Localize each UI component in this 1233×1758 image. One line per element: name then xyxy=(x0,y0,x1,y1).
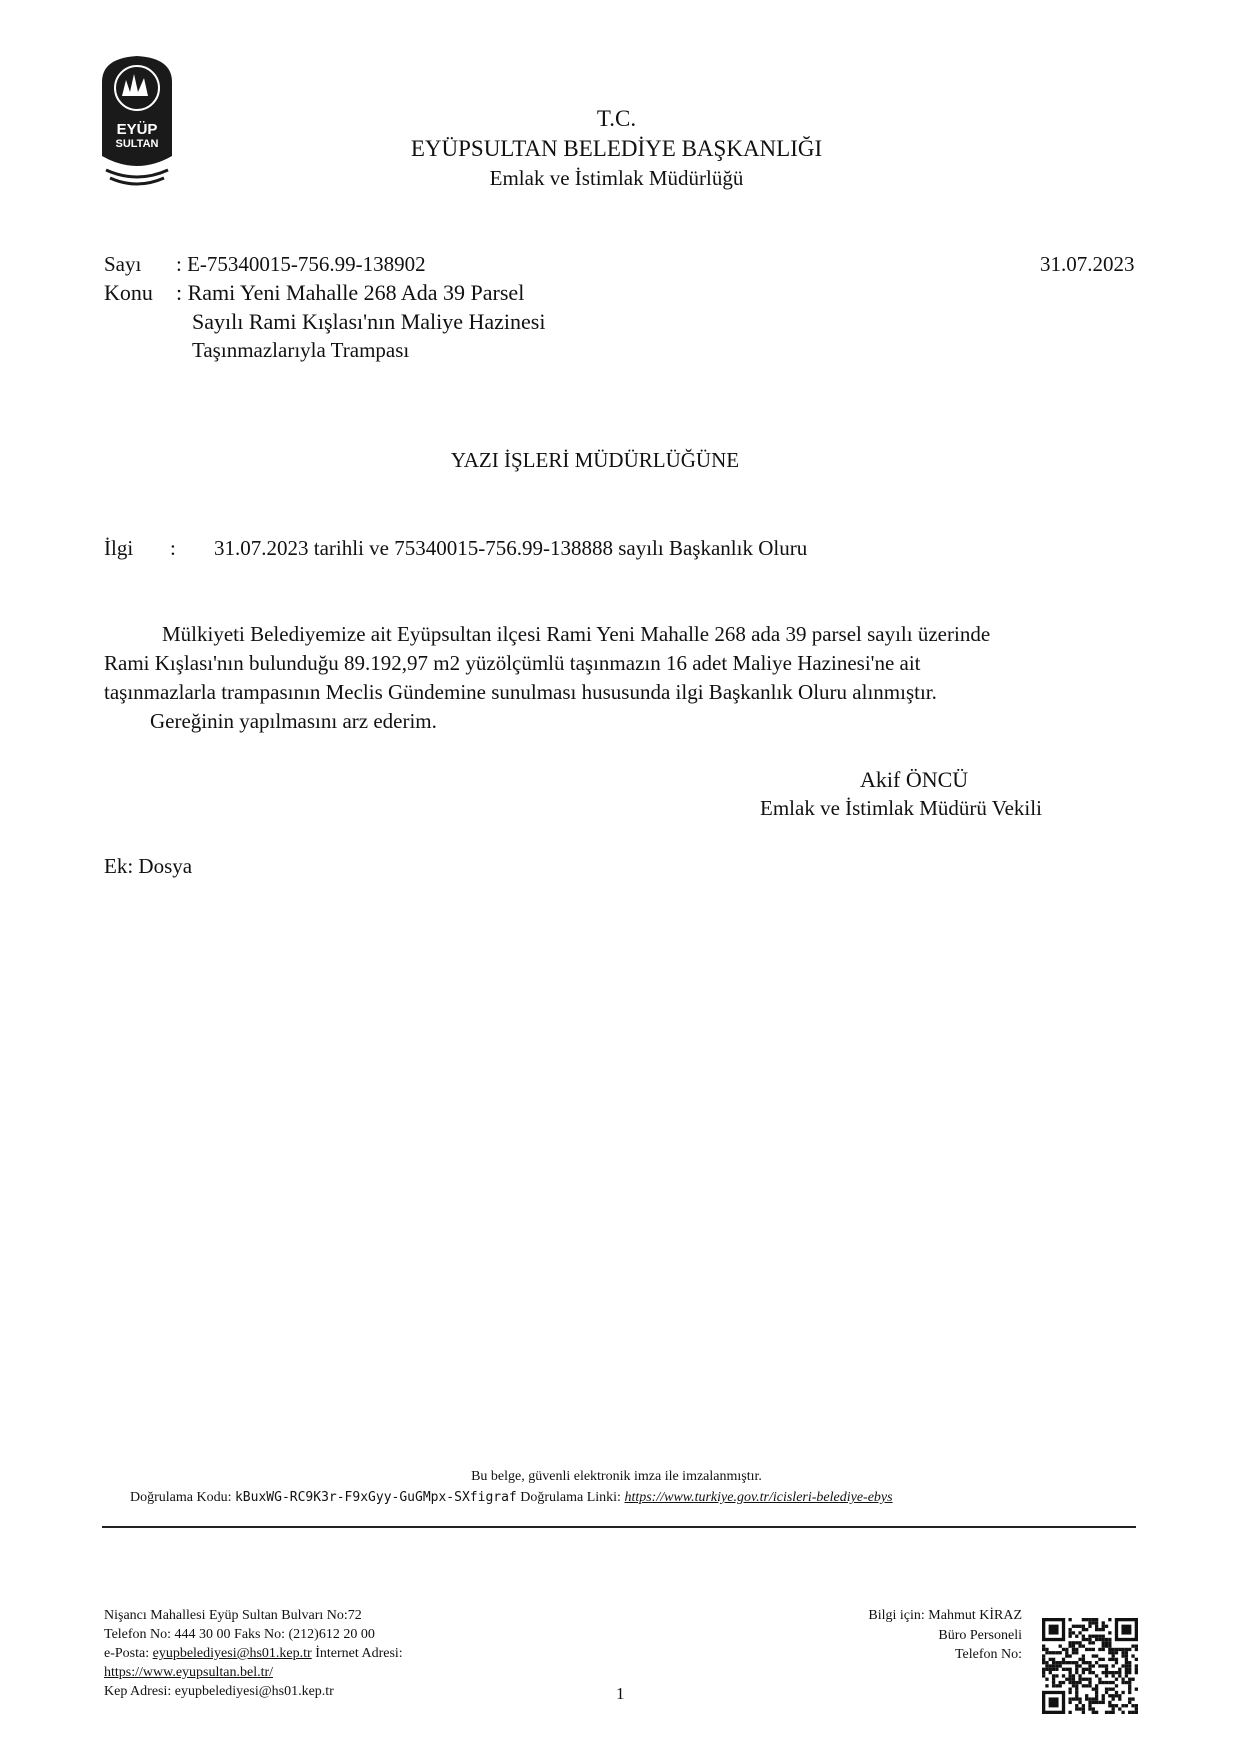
body-line-3: taşınmazlarla trampasının Meclis Gündemine sunulması hususunda ilgi Başkanlık Oluru alınmıştır. xyxy=(104,680,937,704)
verification-code: kBuxWG-RC9K3r-F9xGyy-GuGMpx-SXfigraf xyxy=(234,1490,517,1505)
body-line-4: Gereğinin yapılmasını arz ederim. xyxy=(150,709,437,733)
footer-email-label: e-Posta: xyxy=(104,1646,150,1661)
document-date: 31.07.2023 xyxy=(1040,252,1135,276)
konu-line1: : Rami Yeni Mahalle 268 Ada 39 Parsel xyxy=(176,280,525,305)
page-number: 1 xyxy=(616,1684,625,1703)
signatory-title: Emlak ve İstimlak Müdürü Vekili xyxy=(760,796,1042,820)
sayi-value: : E-75340015-756.99-138902 xyxy=(176,252,426,276)
verification-code-label: Doğrulama Kodu: xyxy=(130,1490,232,1505)
footer-address: Nişancı Mahallesi Eyüp Sultan Bulvarı No:72 xyxy=(104,1608,362,1623)
header-department: Emlak ve İstimlak Müdürlüğü xyxy=(489,166,744,190)
header-country: T.C. xyxy=(596,106,637,131)
footer-web-label: İnternet Adresi: xyxy=(315,1646,403,1661)
footer-web[interactable]: https://www.eyupsultan.bel.tr/ xyxy=(104,1665,274,1680)
konu-label: Konu xyxy=(104,280,153,305)
ilgi-label: İlgi xyxy=(104,536,134,560)
info-contact: Bilgi için: Mahmut KİRAZ xyxy=(868,1608,1022,1623)
footer-rule xyxy=(102,1526,1136,1528)
verification-line xyxy=(130,1490,893,1506)
logo-text-line1: EYÜP xyxy=(116,121,158,138)
konu-line3: Taşınmazlarıyla Trampası xyxy=(192,338,410,362)
sayi-label: Sayı xyxy=(104,252,142,276)
info-phone: Telefon No: xyxy=(954,1647,1022,1662)
info-role: Büro Personeli xyxy=(938,1628,1022,1643)
konu-line2: Sayılı Rami Kışlası'nın Maliye Hazinesi xyxy=(192,309,546,334)
esign-notice: Bu belge, güvenli elektronik imza ile imzalanmıştır. xyxy=(471,1469,762,1484)
ilgi-colon: : xyxy=(170,536,176,560)
footer-email[interactable]: eyupbelediyesi@hs01.kep.tr xyxy=(152,1646,312,1661)
footer-phone: Telefon No: 444 30 00 Faks No: (212)612 20 00 xyxy=(104,1627,375,1642)
body-line-2: Rami Kışlası'nın bulunduğu 89.192,97 m2 yüzölçümlü taşınmazın 16 adet Maliye Hazinesi'ne ait xyxy=(104,651,921,675)
body-line-1: Mülkiyeti Belediyemize ait Eyüpsultan ilçesi Rami Yeni Mahalle 268 ada 39 parsel sayılı üzerinde xyxy=(162,622,991,646)
ilgi-text: 31.07.2023 tarihli ve 75340015-756.99-138888 sayılı Başkanlık Oluru xyxy=(214,536,808,560)
footer-kep: Kep Adresi: eyupbelediyesi@hs01.kep.tr xyxy=(104,1684,334,1699)
signatory-name: Akif ÖNCÜ xyxy=(860,767,969,792)
attachment: Ek: Dosya xyxy=(104,854,193,878)
footer-email-line xyxy=(104,1646,403,1662)
logo-text-line2: SULTAN xyxy=(115,138,159,150)
verification-link-label: Doğrulama Linki: xyxy=(520,1490,621,1505)
qr-code xyxy=(1042,1618,1138,1714)
verification-link[interactable]: https://www.turkiye.gov.tr/icisleri-belediye-ebys xyxy=(624,1490,893,1505)
recipient: YAZI İŞLERİ MÜDÜRLÜĞÜNE xyxy=(450,448,740,472)
header-institution: EYÜPSULTAN BELEDİYE BAŞKANLIĞI xyxy=(410,136,823,161)
